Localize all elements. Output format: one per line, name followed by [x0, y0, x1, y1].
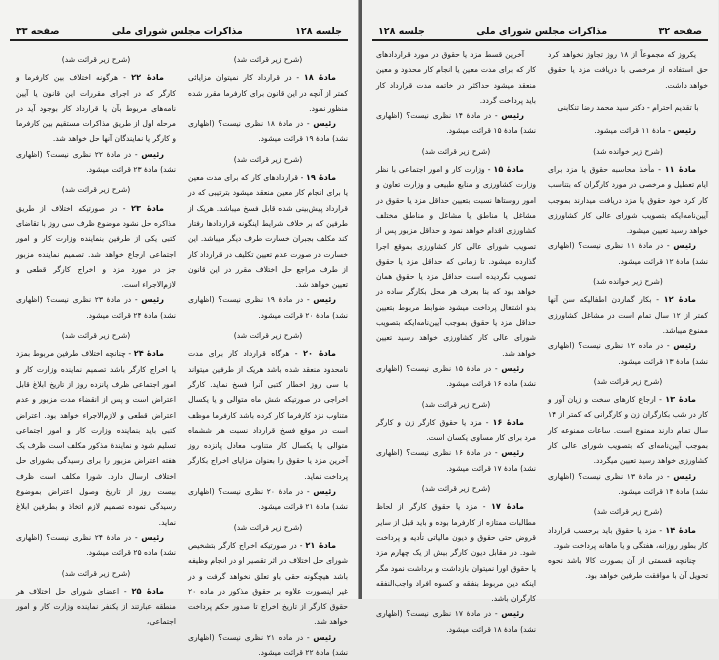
article-paragraph	[188, 170, 348, 292]
speaker-label: رئیس	[673, 470, 696, 481]
article-paragraph	[188, 538, 348, 630]
speaker-label: رئیس	[141, 294, 164, 305]
column-left	[16, 47, 176, 660]
paragraph: چنانچه قسمتی از آن بصورت کالا باشد نحوه تحویل آن با موافقت طرفین خواهد بود.	[548, 556, 708, 581]
reading-note: (شرح زیر خوانده شد)	[593, 277, 663, 287]
body-text: - در مادهٔ ۲۴ نظری نیست؟ (اظهاری نشد) ماده ۲۵ قرائت میشود.	[16, 532, 176, 558]
page-header	[10, 14, 348, 41]
body-text: - وزارت کار و امور اجتماعی با نظر وزارت کشاورزی و منابع طبیعی و وزارت تعاون و امور روستاها نسبت بتعیین حداقل مزد یا حقوق در مشاغل یا مناطق یا مشاغل و مناطق مختلف کشاورزی اقدام خواهد نمود و حداقل مزبور پس از تصویب شورای عالی کار کشاورزی بموقع اجرا گذارده میشود. تا زمانی که حداقل مزد یا حقوق تصویب نگردیده است حداقل مزد یا حقوق همان خواهد بود که بنا بعرف هر محل بکارگر ساده در بدو اشتغال پرداخت میشود ضوابط مربوط بتعیین حداقل مزد یا حقوق بموجب آیین‌نامه‌ایکه بتصویب شورای عالی کار کشاورزی خواهد رسید تعیین خواهد شد.	[376, 165, 536, 358]
article-paragraph	[16, 584, 176, 630]
paragraph: آخرین قسط مزد یا حقوق در مورد قراردادهای کار که برای مدت معین یا انجام کار محدود و معین منعقد میشود حداکثر در خاتمه مدت قرارداد کار باید پرداخت گردد.	[376, 50, 536, 105]
reading-note: (شرح زیر قرائت شد)	[61, 185, 131, 195]
body-text: - در مادهٔ ۱۸ نظری نیست؟ (اظهاری نشد) مادهٔ ۱۹ قرائت میشود.	[188, 119, 348, 144]
speaker-label: رئیس	[501, 608, 524, 619]
article-label: مادهٔ ۲۱	[305, 539, 337, 550]
reading-note: (شرح زیر قرائت شد)	[61, 55, 131, 64]
body-text: - در مادهٔ ۲۰ نظری نیست؟ (اظهاری نشد) مادهٔ ۲۱ قرائت میشود.	[188, 487, 348, 512]
article-label: مادهٔ ۲۲	[131, 72, 164, 83]
body-text: - در مادهٔ ۲۳ نظری نیست؟ (اظهاری نشد) مادهٔ ۲۴ قرائت میشود.	[16, 295, 176, 320]
body-text: - در ماده ۱۲ نظری نیست؟ (اظهاری نشد) مادهٔ ۱۳ قرائت میشود.	[548, 341, 708, 366]
speaker-remark	[376, 108, 536, 139]
article-label: مادهٔ ۱۴	[665, 524, 697, 535]
reading-note: (شرح زیر قرائت شد)	[233, 522, 303, 532]
speaker-remark	[188, 292, 348, 323]
body-text: - مزد یا حقوق باید برحسب قرارداد کار بطور روزانه، هفتگی و یا ماهانه پرداخت شود.	[548, 525, 708, 550]
page-header	[372, 14, 708, 41]
page-number: صفحه ۳۳	[16, 26, 60, 37]
article-paragraph	[16, 201, 176, 293]
session-number: جلسه ۱۲۸	[295, 26, 342, 37]
reading-note: (شرح زیر قرائت شد)	[421, 484, 491, 494]
reading-note: (شرح زیر خوانده شد)	[593, 146, 663, 156]
speaker-remark	[376, 445, 536, 476]
publication-title: مذاکرات مجلس شورای ملی	[476, 26, 608, 37]
article-paragraph	[548, 292, 708, 338]
body-text: - در مادهٔ ۱۵ نظری نیست؟ (اظهاری نشد) ماده ۱۶ قرائت میشود.	[376, 363, 536, 389]
article-label: مادهٔ ۲۰	[302, 348, 336, 359]
session-number: جلسه ۱۲۸	[378, 26, 425, 37]
article-paragraph	[376, 499, 536, 606]
reading-note: (شرح زیر قرائت شد)	[421, 399, 491, 409]
article-paragraph	[376, 162, 536, 361]
column-right	[188, 47, 348, 660]
article-label: مادهٔ ۱۷	[490, 501, 524, 512]
column-right	[548, 47, 708, 637]
reading-note: (شرح زیر قرائت شد)	[61, 568, 131, 578]
reading-note: (شرح زیر قرائت شد)	[593, 376, 663, 386]
speaker-remark	[376, 361, 536, 392]
article-label: مادهٔ ۲۳	[130, 202, 165, 213]
speaker-remark	[188, 116, 348, 147]
speaker-remark	[16, 530, 176, 561]
speaker-remark	[548, 123, 708, 138]
article-label: مادهٔ ۱۲	[663, 294, 696, 305]
article-label: مادهٔ ۱۳	[665, 394, 696, 405]
speaker-label: رئیس	[501, 447, 524, 458]
body-text: - بکار گماردن اطفالیکه سن آنها کمتر از ۱۲ سال تمام است در مشاغل کشاورزی ممنوع میباشد.	[548, 295, 709, 335]
reading-note: (شرح زیر قرائت شد)	[421, 146, 491, 156]
speaker-remark	[548, 238, 708, 269]
body-text: - در مادهٔ ۲۲ نظری نیست؟ (اظهاری نشد) مادهٔ ۲۳ قرائت میشود.	[16, 149, 176, 175]
speaker-label: رئیس	[501, 110, 524, 121]
speaker-label: رئیس	[313, 631, 336, 642]
article-label: مادهٔ ۱۸	[303, 72, 336, 83]
publication-title: مذاکرات مجلس شورای ملی	[111, 26, 243, 37]
body-text: - در ماده ۲۱ نظری نیست؟ (اظهاری نشد) مادهٔ ۲۲ قرائت میشود.	[188, 632, 348, 657]
body-text: - در مادهٔ ۱۶ نظری نیست؟ (اظهاری نشد) مادهٔ ۱۷ قرائت میشود.	[376, 448, 536, 473]
speaker-label: رئیس	[313, 294, 336, 305]
body-text: - هرگونه اختلاف بین کارفرما و کارگر که در اجرای مقررات این قانون یا آیین نامه‌های مربوط بآن یا قرارداد کار بوجود آید در مرحله اول از طریق مذاکرات مستقیم بین کارفرما و کارگر یا نمایندگان آنها حل خواهد شد.	[16, 73, 176, 144]
page-32	[359, 0, 718, 634]
article-paragraph	[16, 346, 176, 530]
body-text: - مزد یا حقوق کارگر از لحاظ مطالبات ممتازه از کارفرما بوده و باید قبل از سایر قروض حتی حقوق و دیون مالیاتی تأدیه و پرداخت شود. در مقابل دیون کارگر بیش از یک چهارم مزد یا حقوق اورا نمیتوان بازداشت و برداشت نمود مگر اینکه دین مربوط بنفقه و کسوه افراد واجب‌النفقه کارگران باشد.	[376, 502, 536, 604]
article-label: مادهٔ ۱۱	[664, 163, 696, 174]
article-label: مادهٔ ۲۴	[133, 348, 164, 359]
body-text: - چنانچه اختلاف طرفین مربوط بمزد یا اخراج کارگر باشد تصمیم نماینده وزارت کار و امور اجتماعی ظرف پانزده روز از تاریخ ابلاغ قابل اعتراض است و پس از انقضاء مدت مزبور و عدم اعتراض قطعی و لازم‌الاجراء خواهد بود. اعتراض کتبی باید بنماینده وزارت کار و امور اجتماعی تسلیم شود و نمایندهٔ مذکور مکلف است ظرف یک هفته اعتراض مزبور را برای رسیدگی بشورای حل اختلاف ارسال دارد. شورا مکلف است ظرف بیست روز از تاریخ وصول اعتراض بموضوع رسیدگی نموده تصمیم لازم اتخاذ و بطرفین ابلاغ نماید.	[16, 349, 176, 527]
speaker-remark	[376, 606, 536, 637]
signature-line: با تقدیم احترام - دکتر سید محمد رضا تنکابنی	[557, 103, 699, 113]
body-text: - در مادهٔ ۱۳ نظری نیست؟ (اظهاری نشد) مادهٔ ۱۴ قرائت میشود.	[548, 471, 708, 496]
article-label: مادهٔ ۱۹	[305, 172, 337, 183]
speaker-remark	[16, 147, 176, 178]
body-text: - مزد یا حقوق کارگر زن و کارگر مرد برای کار مساوی یکسان است.	[376, 417, 536, 443]
article-paragraph	[548, 523, 708, 554]
reading-note: (شرح زیر قرائت شد)	[233, 331, 303, 341]
body-text: - در مادهٔ ۱۴ نظری نیست؟ (اظهاری نشد) مادهٔ ۱۵ قرائت میشود.	[376, 111, 536, 136]
article-label: مادهٔ ۱۵	[493, 164, 524, 175]
body-text: - ارجاع کارهای سخت و زیان آور و کار در شب بکارگران زن و کارگرانی که کمتر از ۱۴ سال تمام دارند ممنوع است. ساعات ممنوعه کار بموجب آیین‌نامه‌ای که بتصویب شورای عالی کار کشاورزی خواهد رسید تعیین میگردد.	[548, 395, 708, 466]
speaker-remark	[188, 484, 348, 515]
column-left	[376, 47, 536, 637]
reading-note: (شرح زیر قرائت شد)	[61, 331, 131, 341]
speaker-label: رئیس	[501, 362, 524, 373]
article-paragraph	[16, 70, 176, 146]
body-text: - در قرارداد کار نمیتوان مزایائی کمتر از آنچه در این قانون برای کارفرما مقرر شده منظور نمود.	[188, 73, 348, 113]
body-text: - قراردادهای کار که برای مدت معین یا برای انجام کار معین منعقد میشود بترتیبی که در قرارداد پیش‌بینی شده قابل فسخ میباشد. هریک از طرفین که بر خلاف شرایط اینگونه قراردادها رفتار کند مکلف بجبران خسارت طرف دیگر میباشد. این خسارت در صورت عدم تعیین تکلیف در قرارداد کار از طرف مراجع حل اختلاف مقرر در این قانون تعیین خواهد شد.	[188, 173, 348, 290]
article-label: مادهٔ ۲۵	[131, 585, 165, 596]
article-label: مادهٔ ۱۶	[492, 416, 524, 427]
speaker-remark	[188, 630, 348, 660]
body-text: - اعضای شورای حل اختلاف هر منطقه عبارتند از یکنفر نماینده وزارت کار و امور اجتماعی،	[16, 586, 176, 627]
speaker-label: رئیس	[313, 118, 336, 129]
speaker-label: رئیس	[141, 531, 164, 542]
body-text: - در مادهٔ ۱۱ نظری نیست؟ (اظهاری نشد) مادهٔ ۱۲ قرائت میشود.	[548, 241, 708, 266]
article-paragraph	[188, 346, 348, 484]
speaker-remark	[16, 292, 176, 323]
article-paragraph	[376, 415, 536, 446]
body-text: - در مادهٔ ۱۹ نظری نیست؟ (اظهاری نشد) مادهٔ ۲۰ قرائت میشود.	[188, 295, 348, 320]
paragraph: یکروز که مجموعاً از ۱۸ روز تجاوز نخواهد کرد حق استفاده از مرخصی با دریافت مزد یا حقوق خواهد داشت.	[548, 50, 708, 90]
reading-note: (شرح زیر قرائت شد)	[233, 55, 303, 64]
body-text: - مادهٔ ۱۱ قرائت میشود.	[594, 126, 674, 136]
article-paragraph	[188, 70, 348, 116]
speaker-remark	[548, 469, 708, 500]
speaker-label: رئیس	[141, 148, 164, 159]
speaker-label: رئیس	[673, 125, 696, 136]
page-number: صفحه ۳۲	[658, 26, 702, 37]
body-text: - مأخذ محاسبه حقوق یا مزد برای ایام تعطیل و مرخصی در مورد کارگران که بتناسب کار کرد خود حقوق یا مزد دریافت میدارند بموجب آیین‌نامه‌ایکه بتصویب شورای عالی کار کشاورزی خواهد رسید تعیین میشود.	[548, 164, 708, 236]
body-text: - در مادهٔ ۱۷ نظری نیست؟ (اظهاری نشد) مادهٔ ۱۸ قرائت میشود.	[376, 609, 536, 634]
speaker-label: رئیس	[673, 240, 696, 251]
article-paragraph	[548, 162, 708, 238]
speaker-label: رئیس	[673, 340, 696, 351]
body-text: - در صورتیکه اختلاف از طریق مذاکره حل نشود موضوع ظرف سی روز با تقاضای کتبی یکی از طرفین بنماینده وزارت کار و امور اجتماعی ارجاع خواهد شد. تصمیم نماینده مزبور جز در مورد مزد و اخراج کارگر قطعی و لازم‌الاجراء است.	[16, 203, 176, 290]
page-33	[0, 0, 359, 657]
reading-note: (شرح زیر قرائت شد)	[593, 507, 663, 517]
speaker-label: رئیس	[313, 486, 336, 497]
speaker-remark	[548, 338, 708, 369]
article-paragraph	[548, 392, 708, 468]
body-text: - در صورتیکه اخراج کارگر بتشخیص شورای حل اختلاف در اثر تقصیر او در انجام وظیفه باشد هیچگونه حقی باو تعلق نخواهد گرفت و در غیر اینصورت علاوه بر حقوق مذکور در ماده ۲۰ حقوق کارگر از تاریخ اخراج تا صدور حکم پرداخت خواهد شد.	[188, 540, 348, 627]
body-text: - هرگاه قرارداد کار برای مدت نامحدود منعقد شده باشد هریک از طرفین میتواند با سی روز اخطار کتبی آنرا فسخ نماید. کارگر اخراجی در صورتیکه شش ماه متوالی و یا یکسال متناوب نزد کارفرما کار کرده باشد کارفرما موظف است در موقع فسخ قرارداد نسبت هر ششماه متوالی یا یکسال کار متناوب معادل پانزده روز آخرین مزد یا حقوق را بعنوان مزایای اخراج بکارگر پرداخت نماید.	[188, 349, 348, 481]
reading-note: (شرح زیر قرائت شد)	[233, 154, 303, 164]
